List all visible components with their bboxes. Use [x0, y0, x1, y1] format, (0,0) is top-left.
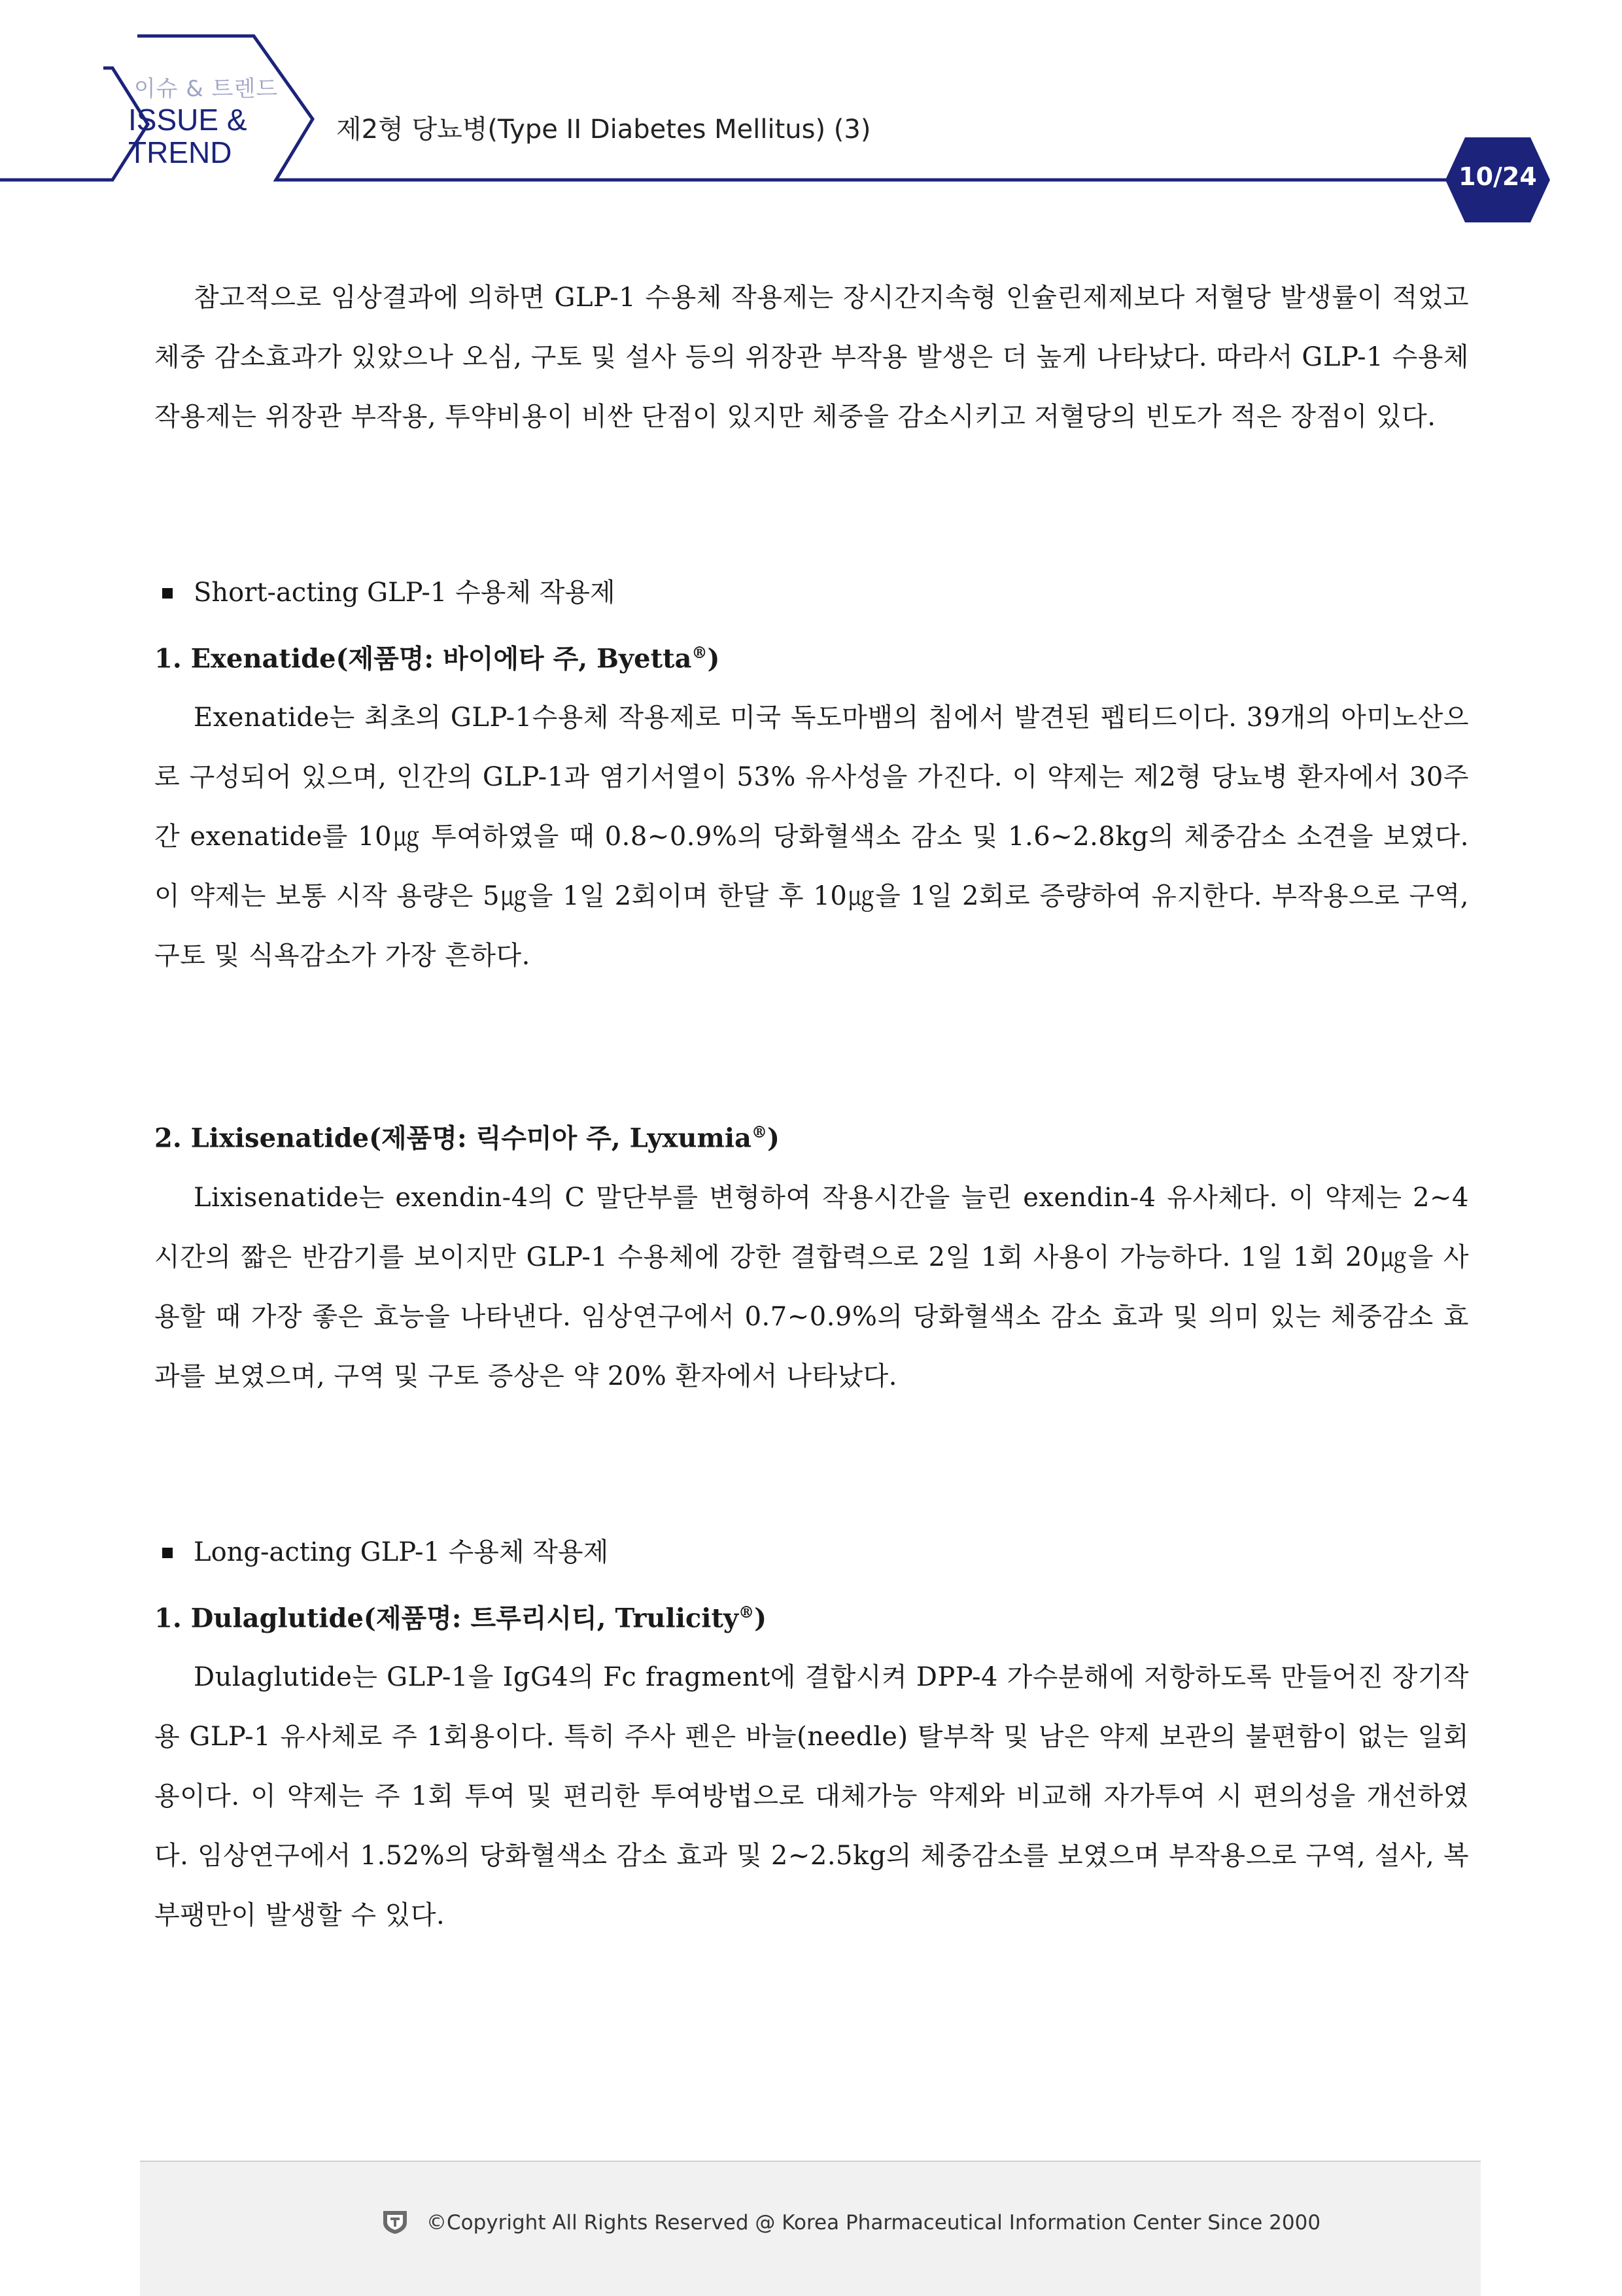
section-heading-short-acting: [154, 563, 1469, 623]
drug-title-close: ): [707, 643, 720, 674]
drug-title-dulaglutide: [154, 1582, 1469, 1648]
registered-mark: ®: [738, 1602, 755, 1622]
badge-korean-label: 이슈 & 트렌드: [133, 76, 279, 102]
intro-paragraph: 참고적으로 임상결과에 의하면 GLP-1 수용체 작용제는 장시간지속형 인슐린제제보다 저혈당 발생률이 적었고 체중 감소효과가 있았으나 오심, 구토 및 설사 등의 위장관 부작용 발생은 더 높게 나타났다. 따라서 GLP-1 수용체 작용제는 위장관 부작용, 투약비용이 비싼 단점이 있지만 체중을 감소시키고 저혈당의 빈도가 적은 장점이 있다.: [154, 283, 1469, 432]
drug-paragraph-dulaglutide: Dulaglutide는 GLP-1을 IgG4의 Fc fragment에 결합시켜 DPP-4 가수분해에 저항하도록 만들어진 장기작용 GLP-1 유사체로 주 1회용이다. 특히 주사 펜은 바늘(needle) 탈부착 및 남은 약제 보관의 불편함이 없는 일회용이다. 이 약제는 주 1회 투여 및 편리한 투여방법으로 대체가능 약제와 비교해 자가투여 시 편의성을 개선하였다. 임상연구에서 1.52%의 당화혈색소 감소 효과 및 2~2.5kg의 체중감소를 보였으며 부작용으로 구역, 설사, 복부팽만이 발생할 수 있다.: [154, 1661, 1469, 1930]
section-heading-text: Short-acting GLP-1 수용체 작용제: [194, 578, 615, 608]
registered-mark: ®: [751, 1122, 767, 1142]
drug-title-close: ): [767, 1122, 780, 1154]
square-bullet-icon: [162, 588, 173, 599]
document-body: [154, 268, 1469, 1945]
drug-title-text: 1. Exenatide(제품명: 바이에타 주, Byetta: [154, 643, 692, 674]
kpic-logo-icon: [381, 2208, 409, 2235]
section-heading-long-acting: [154, 1523, 1469, 1582]
drug-title-lixisenatide: [154, 1102, 1469, 1168]
drug-paragraph-exenatide: Exenatide는 최초의 GLP-1수용체 작용제로 미국 독도마뱀의 침에서 발견된 펩티드이다. 39개의 아미노산으로 구성되어 있으며, 인간의 GLP-1과 염기서열이 53% 유사성을 가진다. 이 약제는 제2형 당뇨병 환자에서 30주간 exenatide를 10㎍ 투여하였을 때 0.8~0.9%의 당화혈색소 감소 및 1.6~2.8kg의 체중감소 소견을 보였다. 이 약제는 보통 시작 용량은 5㎍을 1일 2회이며 한달 후 10㎍을 1일 2회로 증량하여 유지한다. 부작용으로 구역, 구토 및 식욕감소가 가장 흔하다.: [154, 703, 1469, 971]
issue-trend-badge: [128, 103, 259, 169]
badge-line-issue: ISSUE &: [128, 103, 247, 137]
page-number: 10/24: [1458, 162, 1537, 191]
copyright-text: ©Copyright All Rights Reserved @ Korea Pharmaceutical Information Center Since 2000: [426, 2211, 1321, 2235]
drug-title-exenatide: [154, 623, 1469, 688]
drug-paragraph-lixisenatide: Lixisenatide는 exendin-4의 C 말단부를 변형하여 작용시간을 늘린 exendin-4 유사체다. 이 약제는 2~4시간의 짧은 반감기를 보이지만 GLP-1 수용체에 강한 결합력으로 2일 1회 사용이 가능하다. 1일 1회 20㎍을 사용할 때 가장 좋은 효능을 나타낸다. 임상연구에서 0.7~0.9%의 당화혈색소 감소 효과 및 의미 있는 체중감소 효과를 보였으며, 구역 및 구토 증상은 약 20% 환자에서 나타났다.: [154, 1182, 1469, 1391]
badge-line-trend: TREND: [128, 135, 232, 169]
drug-title-text: 1. Dulaglutide(제품명: 트루리시티, Trulicity: [154, 1602, 739, 1633]
header-title: 제2형 당뇨병(Type II Diabetes Mellitus) (3): [336, 114, 871, 145]
drug-title-close: ): [754, 1602, 767, 1633]
registered-mark: ®: [691, 643, 708, 662]
square-bullet-icon: [162, 1548, 173, 1558]
drug-title-text: 2. Lixisenatide(제품명: 릭수미아 주, Lyxumia: [154, 1122, 751, 1154]
section-heading-text: Long-acting GLP-1 수용체 작용제: [194, 1537, 609, 1567]
